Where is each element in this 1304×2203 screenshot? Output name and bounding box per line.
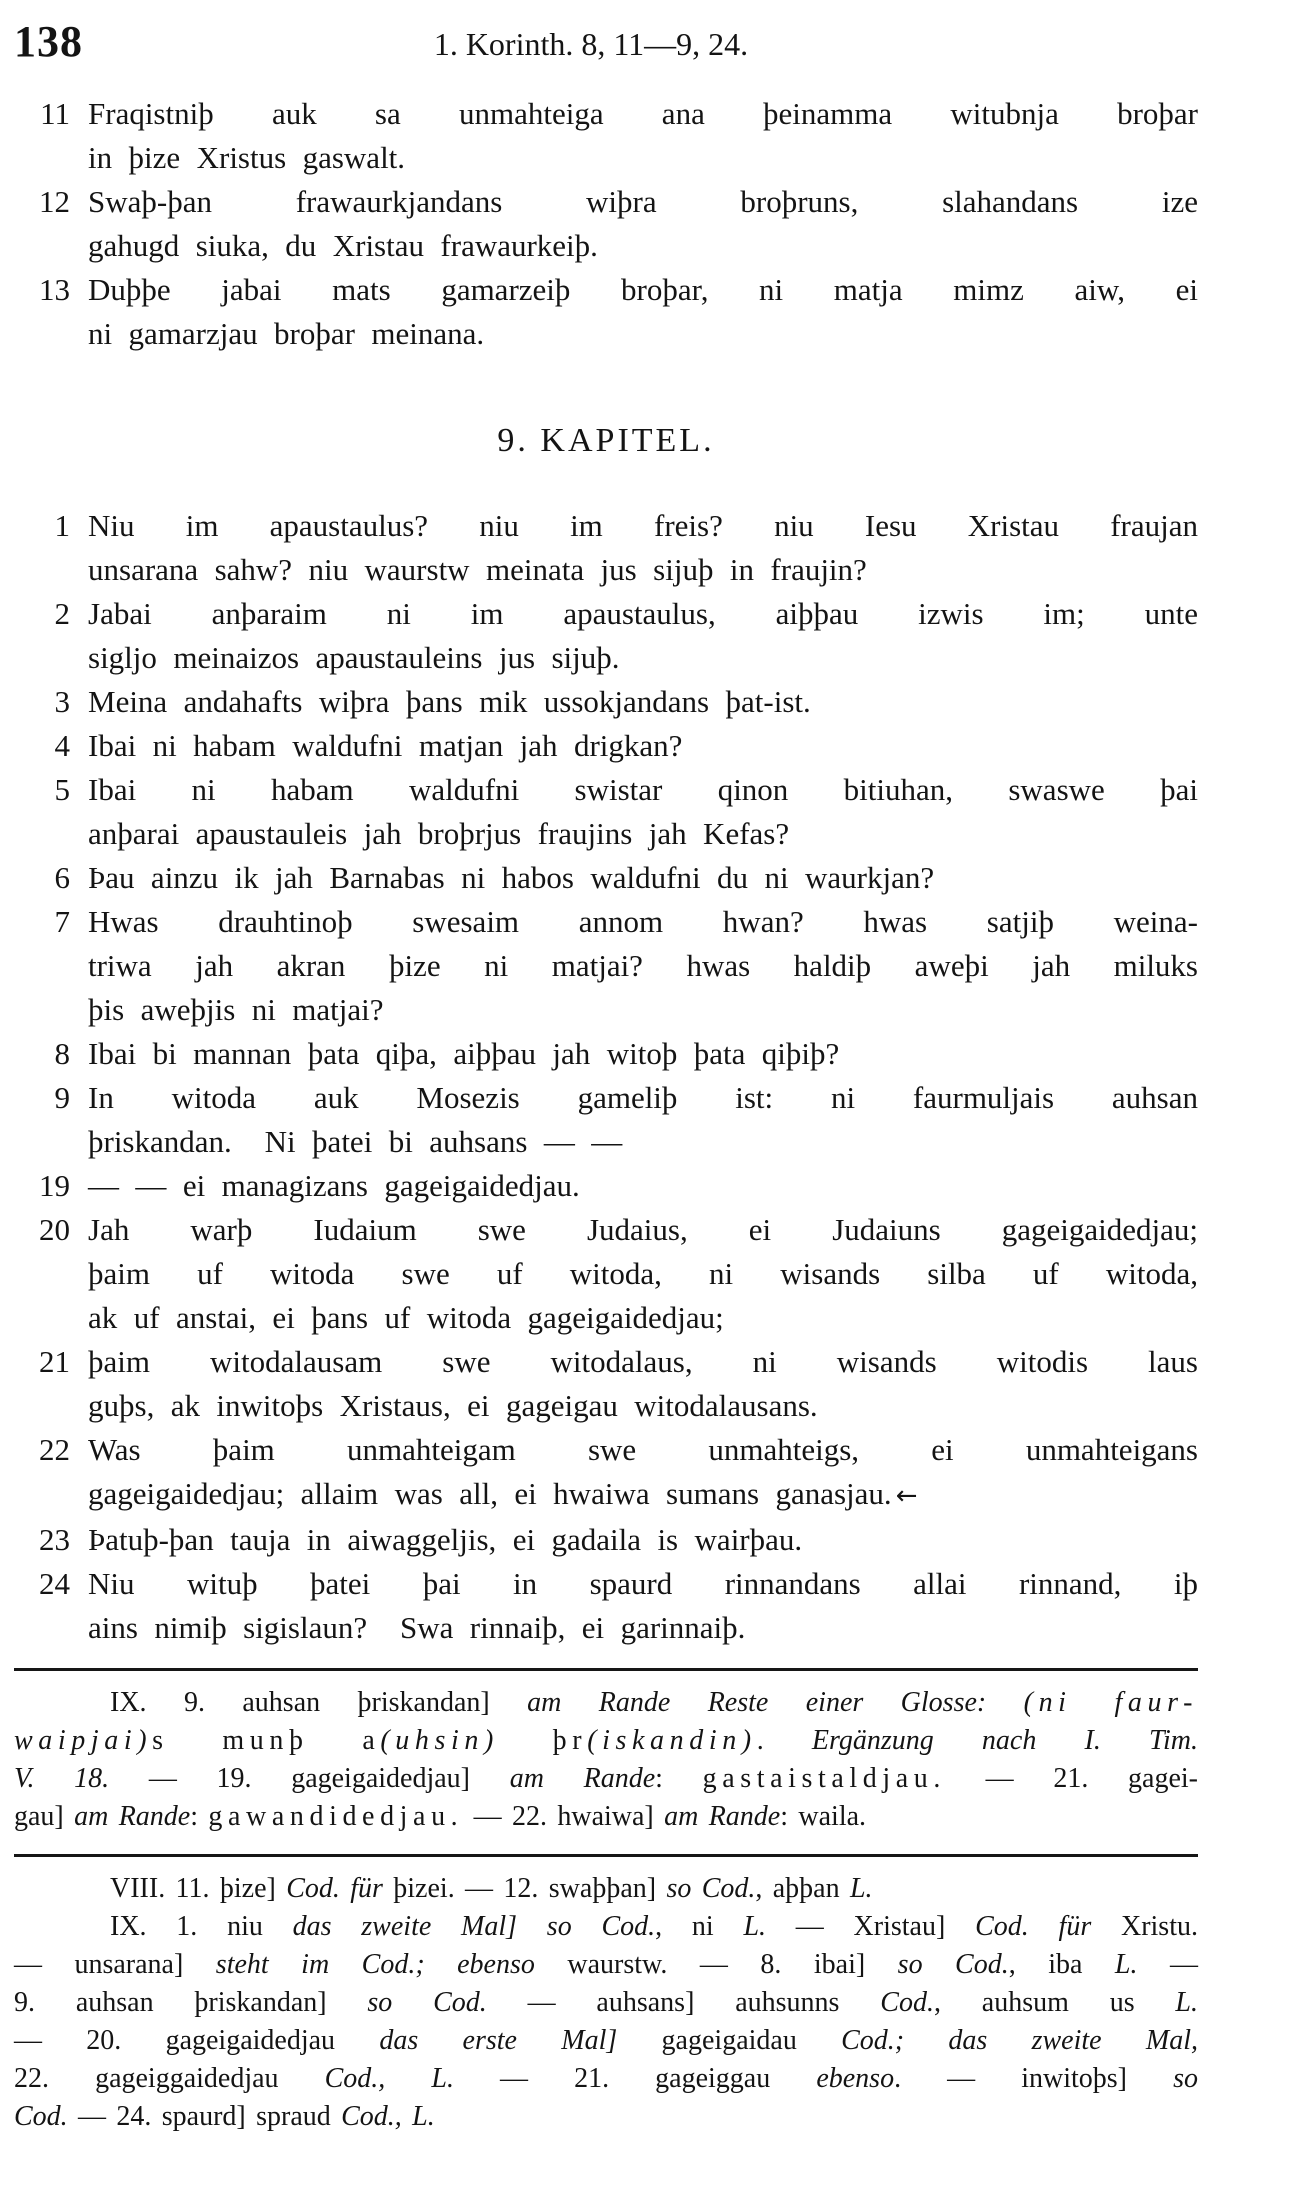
apparatus-line [14,1798,1198,1836]
text-run: (iskandin) [587,1725,757,1756]
verse [14,180,1198,268]
verse-text [88,180,1198,268]
verse [14,592,1198,680]
margin-mark: ← [895,1481,918,1511]
text-run: — 22. hwaiwa] [463,1801,665,1832]
text-run: — 21. gagei- [946,1763,1198,1794]
text-run: VIII. 11. þize] [110,1873,287,1904]
apparatus-line [14,1946,1198,1984]
verse-text [88,768,1198,856]
text-run [904,2025,948,2056]
verse-number: 2 [54,596,70,631]
verse-line: anþarai apaustauleis jah broþrjus fraujins jah Kefas? [88,816,790,851]
text-run: Cod., L. [341,2101,435,2132]
text-run: so Cod. [897,1949,1009,1980]
text-run: am Rande Reste einer Glosse: [527,1687,1024,1718]
text-run: : waila. [780,1801,867,1832]
verse-line: þis aweþjis ni matjai? [88,992,384,1027]
text-run: 22. gageiggaidedjau [14,2063,325,2094]
verse-line: Þau ainzu ik jah Barnabas ni habos waldufni du ni waurkjan? [88,860,935,895]
text-run: — 20. gageigaidedjau [14,2025,380,2056]
verse-number: 7 [54,904,70,939]
verse [14,1340,1198,1428]
verse [14,92,1198,180]
verse-line: unsarana sahw? niu waurstw meinata jus sijuþ in fraujin? [88,552,867,587]
page-number: 138 [14,17,83,66]
verse-line: þaim witodalausam swe witodalaus, ni wisands witodis laus [88,1344,1198,1379]
verse-line: Hwas drauhtinoþ swesaim annom hwan? hwas satjiþ weina- [88,904,1198,939]
footnote-separator-2 [14,1854,1198,1857]
text-run: steht im Cod.; ebenso [215,1949,535,1980]
verse-number: 22 [39,1432,70,1467]
verse-line: Ibai ni habam waldufni swistar qinon bitiuhan, swaswe þai [88,772,1198,807]
text-run: L. [1175,1987,1198,2018]
chapter-9-heading: 9. KAPITEL. [497,422,715,459]
verse-line: In witoda auk Mosezis gameliþ ist: ni faurmuljais auhsan [88,1080,1198,1115]
verse-text [88,1208,1198,1340]
verse [14,900,1198,1032]
text-run: . [756,1725,812,1756]
apparatus-line [14,1870,1198,1908]
apparatus-variant-notes [14,1870,1198,2136]
text-run: am Rande [509,1763,656,1794]
verse [14,1428,1198,1518]
verse-text [88,504,1198,592]
text-run: waipjai) [14,1725,153,1756]
verse-text [88,856,1198,900]
verse [14,1562,1198,1650]
text-run: das erste Mal] [379,2025,618,2056]
text-run: 9. auhsan þriskandan] [14,1987,368,2018]
chapter-9-verses [14,504,1198,1650]
verse-line: Meina andahafts wiþra þans mik ussokjandans þat-ist. [88,684,811,719]
verse-text [88,900,1198,1032]
verse-text [88,592,1198,680]
text-run: Cod.; [841,2025,905,2056]
text-run: — 21. gageiggau [453,2063,817,2094]
verse [14,724,1198,768]
text-run: , iba [1008,1949,1115,1980]
verse-line: Niu wituþ þatei þai in spaurd rinnandans allai rinnand, iþ [88,1566,1198,1601]
verse-line: Ibai ni habam waldufni matjan jah drigkan? [88,728,683,763]
verse-line: guþs, ak inwitoþs Xristaus, ei gageigau witodalausans. [88,1388,818,1423]
verse-line: Niu im apaustaulus? niu im freis? niu Iesu Xristau fraujan [88,508,1198,543]
text-run: Cod. [14,2101,68,2132]
verse-line: Jah warþ Iudaium swe Judaius, ei Judaiuns gageigaidedjau; [88,1212,1198,1247]
text-run: — unsarana] [14,1949,216,1980]
text-run: gageigaidau [617,2025,842,2056]
verse-number: 12 [39,184,70,219]
text-run: gastaistaldjau. [702,1763,946,1794]
apparatus-line [14,2022,1198,2060]
verse [14,768,1198,856]
text-run: am Rande [74,1801,191,1832]
verse-number: 19 [39,1168,70,1203]
text-run: , auhsum us [933,1987,1176,2018]
verse-number: 11 [40,96,70,131]
text-run: V. 18. [14,1763,110,1794]
text-run: — Xristau] [766,1911,976,1942]
verse-text [88,1340,1198,1428]
text-run: Cod., L. [324,2063,454,2094]
text-run: das zweite Mal] so Cod. [292,1911,656,1942]
verse-line: ak uf anstai, ei þans uf witoda gageigaidedjau; [88,1300,724,1335]
verse-line: Fraqistniþ auk sa unmahteiga ana þeinamma witubnja broþar [88,96,1198,131]
text-run: þr [498,1725,588,1756]
verse [14,1032,1198,1076]
text-run: so [1173,2063,1198,2094]
text-run: þizei. — 12. swaþþan] [382,1873,667,1904]
verse-line: gageigaidedjau; allaim was all, ei hwaiwa sumans ganasjau. ← [88,1476,918,1511]
text-run: s munþ a [152,1725,381,1756]
verse-number: 1 [54,508,70,543]
text-run: — [1137,1949,1198,1980]
text-run: IX. 9. auhsan þriskandan] [110,1687,528,1718]
verse-line: in þize Xristus gaswalt. [88,140,406,175]
verse-number: 23 [39,1522,70,1557]
text-run: IX. 1. niu [110,1911,293,1942]
verse-text [88,1518,1198,1562]
text-run: L. [1114,1949,1138,1980]
verse-line: Jabai anþaraim ni im apaustaulus, aiþþau izwis im; unte [88,596,1198,631]
verse-line: Ibai bi mannan þata qiþa, aiþþau jah witoþ þata qiþiþ? [88,1036,840,1071]
verse [14,268,1198,356]
verse-line: triwa jah akran þize ni matjai? hwas haldiþ aweþi jah miluks [88,948,1198,983]
verse-text [88,92,1198,180]
verse-line: ains nimiþ sigislaun? Swa rinnaiþ, ei garinnaiþ. [88,1610,746,1645]
verse [14,1164,1198,1208]
chapter-8-verses [14,92,1198,356]
verse-line: — — ei managizans gageigaidedjau. [88,1168,580,1203]
verse-line: Þatuþ-þan tauja in aiwaggeljis, ei gadaila is wairþau. [88,1522,803,1557]
verse-text [88,1428,1198,1518]
verse-number: 4 [54,728,70,763]
apparatus-line [14,1684,1198,1722]
verse-number: 24 [39,1566,70,1601]
verse-line: Was þaim unmahteigam swe unmahteigs, ei unmahteigans [88,1432,1198,1467]
verse-text [88,268,1198,356]
text-run: das zweite Mal, [948,2025,1198,2056]
verse-text [88,680,1198,724]
text-run: Xristu. [1091,1911,1198,1942]
verse-text [88,724,1198,768]
apparatus-line [14,2098,1198,2136]
verse-number: 8 [54,1036,70,1071]
verse-number: 6 [54,860,70,895]
verse [14,1076,1198,1164]
text-run: — 24. spaurd] spraud [67,2101,342,2132]
verse-number: 21 [39,1344,70,1379]
text-run: (uhsin) [380,1725,499,1756]
text-run: am Rande [664,1801,781,1832]
text-run: — auhsans] auhsunns [486,1987,881,2018]
text-run: L. [849,1873,873,1904]
text-run: Cod. für [286,1873,383,1904]
apparatus-line [14,1908,1198,1946]
verse-number: 13 [39,272,70,307]
text-run: so Cod. [367,1987,487,2018]
text-run: , aþþan [755,1873,850,1904]
apparatus-line [14,2060,1198,2098]
text-run: : [190,1801,209,1832]
text-run: . — inwitoþs] [894,2063,1174,2094]
verse-line: ni gamarzjau broþar meinana. [88,316,485,351]
verse-text [88,1032,1198,1076]
text-run: , ni [655,1911,744,1942]
verse [14,1208,1198,1340]
verse-line: þriskandan. Ni þatei bi auhsans — — [88,1124,623,1159]
text-run: so Cod. [666,1873,756,1904]
verse-text [88,1164,1198,1208]
apparatus-line [14,1984,1198,2022]
running-title: 1. Korinth. 8, 11—9, 24. [433,26,749,62]
verse-line: gahugd siuka, du Xristau frawaurkeiþ. [88,228,598,263]
verse [14,856,1198,900]
verse-text [88,1076,1198,1164]
verse-line: Duþþe jabai mats gamarzeiþ broþar, ni matja mimz aiw, ei [88,272,1198,307]
verse-number: 3 [54,684,70,719]
verse-line: Swaþ-þan frawaurkjandans wiþra broþruns, slahandans ize [88,184,1198,219]
text-run: gawandidedjau. [208,1801,464,1832]
text-run: ebenso [816,2063,895,2094]
text-run: Cod. [880,1987,934,2018]
text-run: gau] [14,1801,75,1832]
verse [14,1518,1198,1562]
text-run: L. [743,1911,767,1942]
apparatus-line [14,1760,1198,1798]
verse [14,504,1198,592]
page-header [14,16,1198,92]
verse-text [88,1562,1198,1650]
apparatus-line [14,1722,1198,1760]
apparatus-gloss-notes [14,1684,1198,1836]
text-run: Cod. für [975,1911,1092,1942]
text-run: — 19. gageigaidedjau] [109,1763,510,1794]
verse [14,680,1198,724]
verse-number: 5 [54,772,70,807]
verse-line: sigljo meinaizos apaustauleins jus sijuþ. [88,640,620,675]
verse-number: 9 [54,1080,70,1115]
footnote-separator-1 [14,1668,1198,1671]
text-run: waurstw. — 8. ibai] [534,1949,898,1980]
verse-line: þaim uf witoda swe uf witoda, ni wisands silba uf witoda, [88,1256,1198,1291]
text-run: : [655,1763,703,1794]
text-run: Ergänzung nach I. Tim. [811,1725,1199,1756]
text-run: (ni faur- [1023,1687,1198,1718]
verse-number: 20 [39,1212,70,1247]
